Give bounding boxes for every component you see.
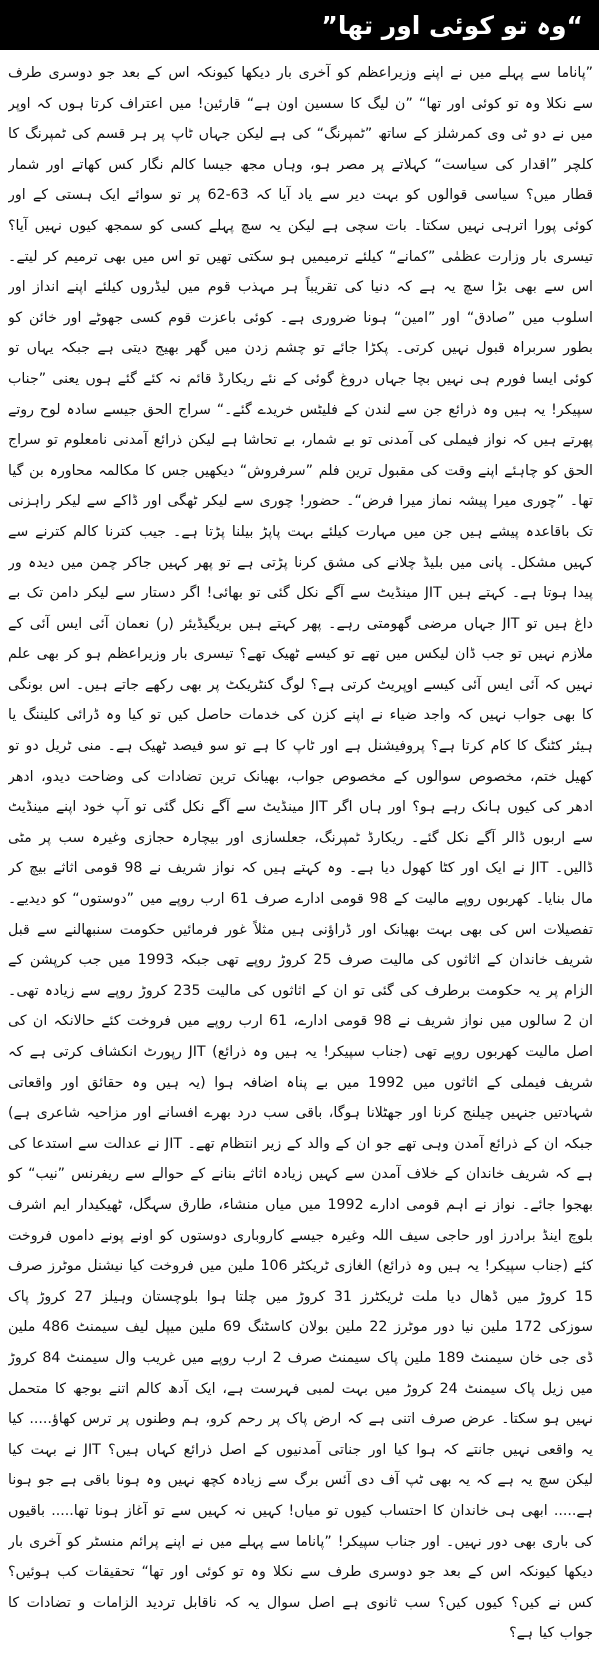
column-body-text: ”پاناما سے پہلے میں نے اپنے وزیراعظم کو آخری بار دیکھا کیونکہ اس کے بعد جو دوسری طرف سے نکلا وہ تو کوئی اور تھا“ ”ن لیگ کا سسین اون ہے“ قارئین! میں اعتراف کرتا ہوں کہ اوپر میں نے دو ٹی وی کمرشلز کے ساتھ ”ٹمپرنگ“ کی ہے لیکن جہاں ٹاپ پر ہر قسم کی ٹمپرنگ کا کلچر ”اقدار کی سیاست“ کہلاتے پر مصر ہو، وہاں مجھ جیسا کالم نگار کس کھاتے اور شمار قطار میں؟ سیاسی قوالوں کو بہت دیر سے یاد آیا کہ 63-62 پر تو سوائے ایک ہستی کے اور کوئی پورا اترہی نہیں سکتا۔ بات سچی ہے لیکن یہ سچ پہلے کسی کو سمجھ کیوں نہیں آیا؟ تیسری بار وزارت عظمٰی ”کمانے“ کیلئے ترمیمیں ہو سکتی تھیں تو اس میں بھی ترمیم کر لیتے۔ اس سے بھی بڑا سچ یہ ہے کہ دنیا کی تقریباً ہر مہذب قوم میں لیڈروں کیلئے اپنے انداز اور اسلوب میں ”صادق“ اور ”امین“ ہونا ضروری ہے۔ کوئی باعزت قوم کسی جھوٹے اور خائن کو بطور سربراہ قبول نہیں کرتی۔ پکڑا جائے تو چشم زدن میں گھر بھیج دیتی ہے جبکہ یہاں تو کوئی ایسا فورم ہی نہیں بچا جہاں دروغ گوئی کے نئے ریکارڈ قائم نہ کئے گئے ہوں یعنی ”جناب سپیکر! یہ ہیں وہ ذرائع جن سے لندن کے فلیٹس خریدے گئے۔“ سراج الحق جیسے سادہ لوح روتے پھرتے ہیں کہ نواز فیملی کی آمدنی تو بے شمار، بے تحاشا ہے لیکن ذرائع آمدنی نامعلوم تو سراج الحق کو چاہئے اپنے وقت کی مقبول ترین فلم ”سرفروش“ دیکھیں جس کا مکالمہ محاورہ بن گیا تھا۔ ”چوری میرا پیشہ نماز میرا فرض“۔ حضور! چوری سے لیکر ٹھگی اور ڈاکے سے لیکر راہزنی تک باقاعدہ پیشے ہیں جن میں مہارت کیلئے بہت پاپڑ بیلنا پڑتا ہے۔ جیب کترنا کالم کترنے سے کہیں مشکل۔ پانی میں بلیڈ چلانے کی مشق کرنا پڑتی ہے تو پھر کہیں جاکر چمن میں دیدہ ور پیدا ہوتا ہے۔ کہتے ہیں JIT مینڈیٹ سے آگے نکل گئی تو بھائی! اگر دستار سے لیکر دامن تک بے داغ ہیں تو JIT جہاں مرضی گھومتی رہے۔ پھر کہتے ہیں بریگیڈیئر (ر) نعمان آئی ایس آئی کے ملازم نہیں تو جب ڈان لیکس میں تھے تو کیسے ٹھیک تھے؟ تیسری بار وزیراعظم ہو کر بھی علم نہیں کہ آئی ایس آئی کیسے اوپریٹ کرتی ہے؟ لوگ کنٹریکٹ پر بھی رکھے جاتے ہیں۔ اس بونگی کا بھی جواب نہیں کہ واجد ضیاء نے اپنے کزن کی خدمات حاصل کیں تو کیا وہ ڈرائی کلیننگ یا ہیئر کٹنگ کا کام کرتا ہے؟ پروفیشنل ہے اور ٹاپ کا ہے تو سو فیصد ٹھیک ہے۔ منی ٹریل دو تو کھیل ختم، مخصوص سوالوں کے مخصوص جواب، بھیانک ترین تضادات کی وضاحت دیدو، ادھر ادھر کی کیوں ہانک رہے ہو؟ اور ہاں اگر JIT مینڈیٹ سے آگے نکل گئی تو آپ خود اپنے مینڈیٹ سے اربوں ڈالر آگے نکل گئے۔ ریکارڈ ٹمپرنگ، جعلسازی اور بیچارہ حجازی وغیرہ سب پر مٹی ڈالیں۔ JIT نے ایک اور کٹا کھول دیا ہے۔ وہ کہتے ہیں کہ نواز شریف نے 98 قومی اثاثے بیچ کر مال بنایا۔ کھربوں روپے مالیت کے 98 قومی ادارے صرف 61 ارب روپے میں ”دوستوں“ کو دیدیے۔ تفصیلات اس کی بھی بہت بھیانک اور ڈراؤنی ہیں مثلاً غور فرمائیں حکومت سنبھالنے سے قبل شریف خاندان کے اثاثوں کی مالیت صرف 25 کروڑ روپے تھی جبکہ 1993 میں جب کرپشن کے الزام پر یہ حکومت برطرف کی گئی تو ان کے اثاثوں کی مالیت 235 کروڑ روپے سے زیادہ تھی۔ ان 2 سالوں میں نواز شریف نے 98 قومی ادارے، 61 ارب روپے میں فروخت کئے حالانکہ ان کی اصل مالیت کھربوں روپے تھی (جناب سپیکر! یہ ہیں وہ ذرائع) JIT رپورٹ انکشاف کرتی ہے کہ شریف فیملی کے اثاثوں میں 1992 میں بے پناہ اضافہ ہوا (یہ ہیں وہ حقائق اور واقعاتی شہادتیں جنہیں چیلنج کرنا اور جھٹلانا ہوگا، باقی سب درد بھرے افسانے اور مزاحیہ شاعری ہے) جبکہ ان کے ذرائع آمدن وہی تھے جو ان کے والد کے زیر انتظام تھے۔ JIT نے عدالت سے استدعا کی ہے کہ شریف خاندان کے خلاف آمدن سے کہیں زیادہ اثاثے بنانے کے حوالے سے ریفرنس ”نیب“ کو بھجوا جائے۔ نواز نے اہم قومی ادارے 1992 میں میاں منشاء، طارق سہگل، ٹھیکیدار ایم اشرف بلوچ اینڈ برادرز اور حاجی سیف اللہ وغیرہ جیسے کاروباری دوستوں کو اونے پونے داموں فروخت کئے (جناب سپیکر! یہ ہیں وہ ذرائع) الغازی ٹریکٹر 106 ملین میں فروخت کیا نیشنل موٹرز صرف 15 کروڑ میں ڈھال دیا ملت ٹریکٹرز 31 کروڑ میں چلتا ہوا بلوچستان وہیلز 27 کروڑ پاک سوزکی 172 ملین نیا دور موٹرز 22 ملین بولان کاسٹنگ 69 ملین میپل لیف سیمنٹ 486 ملین ڈی جی خان سیمنٹ 189 ملین پاک سیمنٹ صرف 2 ارب روپے میں غریب وال سیمنٹ 84 کروڑ میں زیل پاک سیمنٹ 24 کروڑ میں بہت لمبی فہرست ہے، ایک آدھ کالم اتنے بوجھ کا متحمل نہیں ہو سکتا۔ عرض صرف اتنی ہے کہ ارض پاک پر رحم کرو، ہم وطنوں پر ترس کھاؤ..... کیا یہ واقعی نہیں جانتے کہ ہوا کیا اور جناتی آمدنیوں کے اصل ذرائع کہاں ہیں؟ JIT نے بہت کیا لیکن سچ یہ ہے کہ یہ بھی ٹپ آف دی آئس برگ سے زیادہ کچھ نہیں وہ ہونا باقی ہے جو ہونا ہے..... ابھی ہی خاندان کا احتساب کیوں تو میاں! کہیں نہ کہیں سے تو آغاز ہونا تھا..... باقیوں کی باری بھی دور نہیں۔ اور جناب سپیکر! ”پاناما سے پہلے میں نے اپنے پرائم منسٹر کو آخری بار دیکھا کیونکہ اس کے بعد جو دوسری طرف سے نکلا وہ تو کوئی اور تھا“ تحقیقات کب ہوئیں؟ کس نے کیں؟ کیوں کیں؟ سب ثانوی ہے اصل سوال یہ کہ ناقابل تردید الزامات و تضادات کا جواب کیا ہے؟ [8,65,593,1642]
column-body [8,58,593,1662]
column-title: “وہ تو کوئی اور تھا” [321,10,583,40]
column-title-bar [0,0,599,50]
